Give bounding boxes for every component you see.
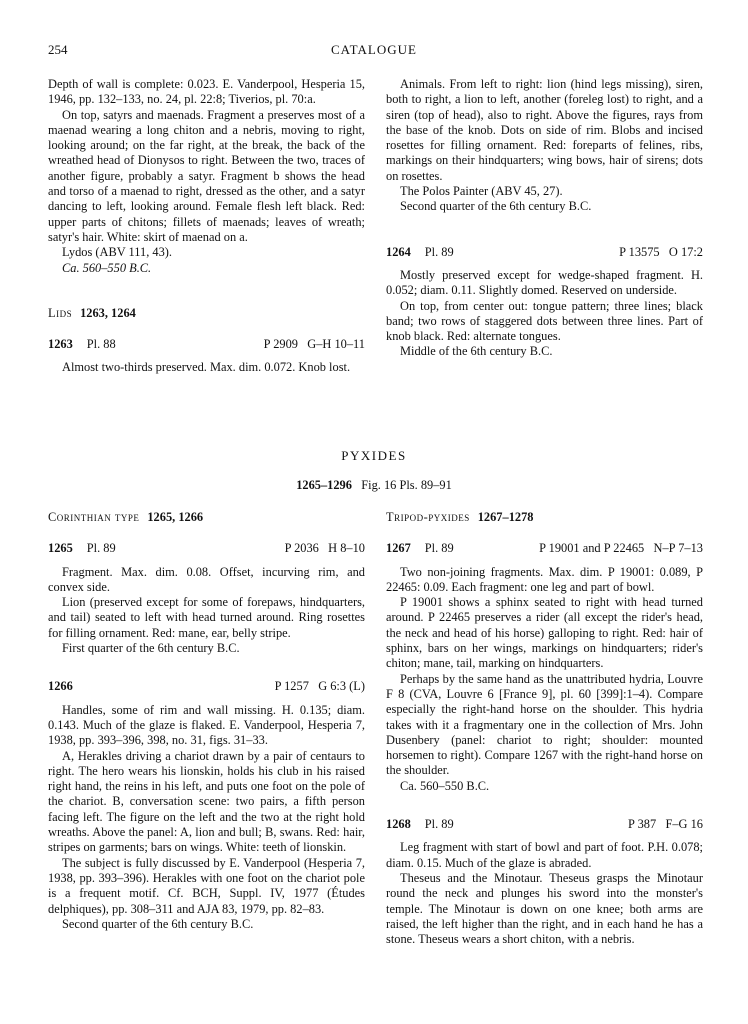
entry-description: Mostly preserved except for wedge-shaped fragment. H. 0.052; diam. 0.11. Slightly domed. Reserved on underside. bbox=[386, 267, 703, 298]
entry-description: Almost two-thirds preserved. Max. dim. 0.072. Knob lost. bbox=[62, 360, 351, 375]
attribution: The Polos Painter (ABV 45, 27). bbox=[400, 184, 563, 199]
section-subtitle: 1265–1296 Fig. 16 Pls. 89–91 bbox=[296, 478, 452, 492]
paragraph: On top, from center out: tongue pattern; three lines; black band; two rows of staggered dots between three lines. Part of knob black. Red: alternate tongues. bbox=[386, 298, 703, 344]
entry-description: Fragment. Max. dim. 0.08. Offset, incurving rim, and convex side. bbox=[48, 564, 365, 594]
date-line: First quarter of the 6th century B.C. bbox=[62, 641, 240, 656]
paragraph: On top, satyrs and maenads. Fragment a preserves most of a maenad wearing a long chiton and a nebris, moving to right, looking around; on the far right, at the break, the back of the wreathed head of Dionysos to right. Between the two, traces of another figure, probably a satyr. Fragment b shows the head and torso of a maenad to right, dressed as the other, and a satyr dancing to left, looking around. Female flesh left black. Red: upper parts of chitons; fillets of maenads; leaves of wreath; satyr's hair. White: skirt of maenad on a. bbox=[48, 107, 365, 244]
date-line: Second quarter of the 6th century B.C. bbox=[62, 916, 254, 931]
entry-header-1267: 1267 Pl. 89 P 19001 and P 22465 N–P 7–13 bbox=[386, 541, 703, 556]
entry-description: Leg fragment with start of bowl and part of foot. P.H. 0.078; diam. 0.15. Much of the glaze is abraded. bbox=[386, 840, 703, 870]
date-line: Ca. 560–550 B.C. bbox=[400, 778, 490, 793]
date-line: Second quarter of the 6th century B.C. bbox=[400, 199, 592, 214]
left-top-column bbox=[48, 77, 365, 376]
date-line: Ca. 560–550 B.C. bbox=[62, 260, 152, 275]
section-heading-tripod-pyxides: Tripod-pyxides 1267–1278 bbox=[386, 510, 534, 524]
page-number: 254 bbox=[48, 42, 68, 57]
right-top-column bbox=[386, 77, 703, 360]
entry-header-1265: 1265 Pl. 89 P 2036 H 8–10 bbox=[48, 541, 365, 556]
paragraph: Lion (preserved except for some of forepaws, hindquarters, and tail) seated to left with head turned around. Ring rosettes for filling ornament. Red: mane, ear, belly stripe. bbox=[48, 595, 365, 640]
attribution: Lydos (ABV 111, 43). bbox=[62, 245, 173, 260]
paragraph: Depth of wall is complete: 0.023. E. Vanderpool, Hesperia 15, 1946, pp. 132–133, no. 24, pl. 22:8; Tiverios, pl. 70:a. bbox=[48, 77, 365, 107]
entry-description: Handles, some of rim and wall missing. H. 0.135; diam. 0.143. Much of the glaze is flaked. E. Vanderpool, Hesperia 7, 1938, pp. 393–396, 398, no. 31, figs. 31–33. bbox=[48, 702, 365, 748]
paragraph: P 19001 shows a sphinx seated to right with head turned around. P 22465 preserves a rider (all except the rider's head, the neck and head of his horse) galloping to right. Red: hair of sphinx, bars on her wings, markings on hindquarters; rider's chiton; mane, tail, marking on hindquarters. bbox=[386, 595, 703, 671]
left-bottom-column bbox=[48, 510, 365, 932]
right-bottom-column bbox=[386, 510, 703, 947]
date-line: Middle of the 6th century B.C. bbox=[400, 344, 553, 359]
paragraph: The subject is fully discussed by E. Vanderpool (Hesperia 7, 1938, pp. 393–396). Herakles with one foot on the chariot pole is a frequent motif. Cf. BCH, Suppl. IV, 1977 (Études delphiques), pp. 308–311 and AJA 83, 1979, pp. 82–83. bbox=[48, 855, 365, 916]
paragraph: Theseus and the Minotaur. Theseus grasps the Minotaur round the neck and plunges his sword into the monster's temple. The Minotaur is down on one knee; both arms are raised, the left higher than the right, and in each hand he has a stone. Theseus wears a short chiton, with a nebris. bbox=[386, 870, 703, 947]
paragraph: Animals. From left to right: lion (hind legs missing), siren, both to right, a lion to left, another (foreleg lost) to right, and a siren (top of head), also to right. Above the figures, rays from the base of the knob. Dots on side of rim. Blobs and incised rosettes for filling ornament. Red: foreparts of felines, ribs, markings on their hindquarters; wing bows, hair of sirens; dots on rosettes. bbox=[386, 77, 703, 183]
running-title: CATALOGUE bbox=[331, 42, 417, 57]
entry-header-1268: 1268 Pl. 89 P 387 F–G 16 bbox=[386, 817, 703, 832]
paragraph: Perhaps by the same hand as the unattributed hydria, Louvre F 8 (CVA, Louvre 6 [France 9], pl. 60 [399]:1–4). Compare especially the right-hand horse on the shoulder. This hydria takes with it a fragmentary one in the collection of Mrs. John Dusenbery (panel: chariot to right; shoulder: mounted horsemen to right). Compare 1267 with the right-hand horse on the shoulder. bbox=[386, 671, 703, 778]
entry-header-1263: 1263 Pl. 88 P 2909 G–H 10–11 bbox=[48, 337, 365, 352]
entry-description: Two non-joining fragments. Max. dim. P 19001: 0.089, P 22465: 0.09. Each fragment: one leg and part of bowl. bbox=[386, 564, 703, 594]
section-title-pyxides: PYXIDES bbox=[341, 448, 407, 463]
entry-header-1266: 1266 P 1257 G 6:3 (L) bbox=[48, 679, 365, 694]
entry-header-1264: 1264 Pl. 89 P 13575 O 17:2 bbox=[386, 244, 703, 259]
section-heading-lids: Lids 1263, 1264 bbox=[48, 305, 136, 320]
paragraph: A, Herakles driving a chariot drawn by a pair of centaurs to right. The hero wears his lionskin, holds his club in his raised right hand, the reins in his left, and puts one foot on the pole of the chariot. B, conversation scene: two pairs, a fifth person facing left. The figure on the left and the two at the right hold wreaths. Above the panel: A, lion and bull; B, swans. Red: hair, stripes on garments; bars on wings. White: teeth of lionskin. bbox=[48, 748, 365, 855]
section-heading-corinthian: Corinthian type 1265, 1266 bbox=[48, 510, 204, 524]
